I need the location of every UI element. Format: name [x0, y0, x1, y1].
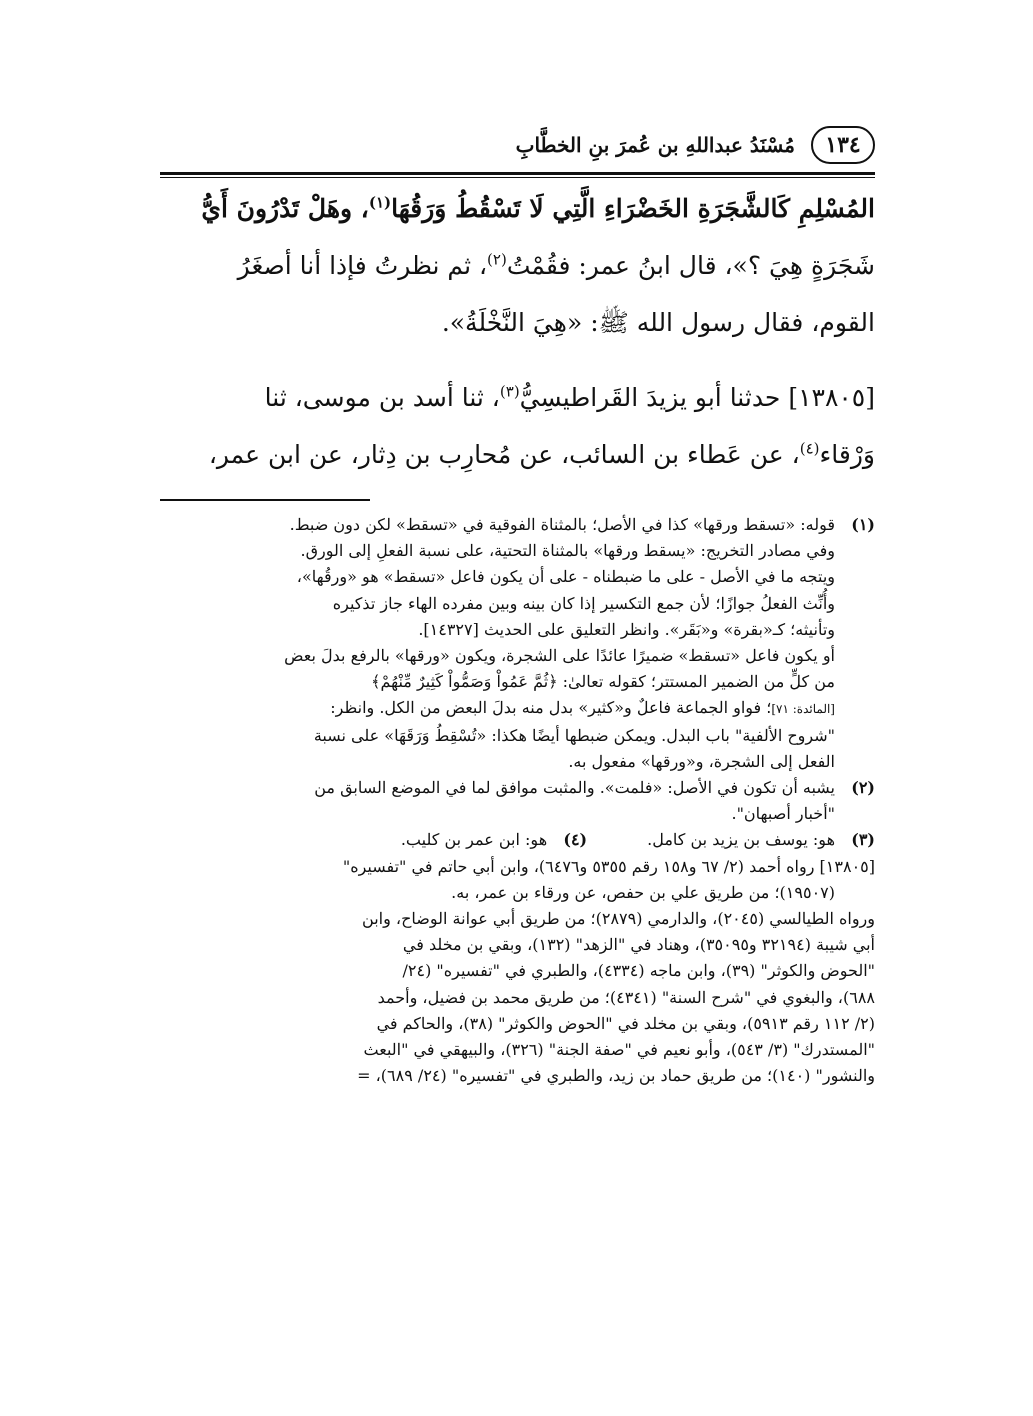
takhrij-line: ورواه الطيالسي (٢٠٤٥)، والدارمي (٢٨٧٩)؛ من طريق أبي عوانة الوضاح، وابن	[362, 909, 875, 929]
footnotes	[160, 512, 875, 1089]
footnote-line: ويتجه ما في الأصل - على ما ضبطناه - على أن يكون فاعل «تسقط» هو «ورقُها»،	[296, 567, 835, 587]
footnote-separator	[160, 499, 370, 501]
footnote-ref-2[interactable]: (٢)	[487, 250, 507, 269]
main-line-2-text-b: ، ثم نظرتُ فإذا أنا أصغَرُ	[237, 251, 488, 280]
footnote-line	[160, 695, 835, 722]
footnote-line: هو: يوسف بن يزيد بن كامل.	[647, 830, 835, 850]
hadith-number-text: [١٣٨٠٥] حدثنا أبو يزيدَ القَراطيسِيُّ	[519, 383, 875, 412]
quran-reference: [المائدة: ٧١]	[771, 702, 835, 717]
takhrij	[160, 854, 875, 1090]
takhrij-line: (١٩٥٠٧)؛ من طريق علي بن حفص، عن ورقاء بن عمر، به.	[451, 882, 835, 902]
footnote-line: وأُنِّث الفعلُ جوازًا؛ لأن جمع التكسير إذا كان بينه وبين مفرده الهاء جاز تذكيره	[332, 593, 835, 613]
main-line-1-text: المُسْلِمِ كَالشَّجَرَةِ الخَضْرَاءِ الَّتِي لَا تَسْقُطُ وَرَقُهَا	[391, 194, 875, 223]
main-line-5-text-b: ، عن عَطاء بن السائب، عن مُحارِب بن دِثار، عن ابن عمر،	[208, 440, 800, 469]
footnote-line: يشبه أن تكون في الأصل: «فلمت». والمثبت موافق لما في الموضع السابق من	[314, 778, 835, 798]
footnote-number: (١)	[851, 515, 875, 534]
footnote-line: وفي مصادر التخريج: «يسقط ورقها» بالمثناة التحتية، على نسبة الفعلِ إلى الورق.	[300, 541, 835, 561]
page-header	[160, 120, 875, 170]
footnote-line: أو يكون فاعل «تسقط» ضميرًا عائدًا على الشجرة، ويكون «ورقها» بالرفع بدلَ بعض	[284, 646, 835, 666]
footnote-line: "شروح الألفية" باب البدل. ويمكن ضبطها أيضًا هكذا: «تُسْقِطُ وَرَقَهَا» على نسبة	[313, 725, 835, 745]
main-line-5	[160, 426, 875, 483]
running-title: مُسْنَدُ عبداللهِ بن عُمرَ بنِ الخطَّابِ	[515, 133, 795, 157]
footnote-line-text: ؛ فواو الجماعة فاعلٌ و«كثير» بدل منه بدلَ البعض من الكل. وانظر:	[330, 698, 772, 718]
footnote-ref-1[interactable]: (١)	[368, 193, 392, 212]
takhrij-line: ٦٨٨)، والبغوي في "شرح السنة" (٤٣٤١)؛ من طريق محمد بن فضيل، وأحمد	[377, 987, 875, 1007]
footnote-1	[160, 512, 875, 775]
takhrij-line: (٢/ ١١٢ رقم ٥٩١٣)، وبقي بن مخلد في "الحوض والكوثر" (٣٨)، والحاكم في	[376, 1013, 875, 1033]
takhrij-line: "الحوض والكوثر" (٣٩)، وابن ماجه (٤٣٣٤)، والطبري في "تفسيره" (٢٤/	[402, 961, 875, 981]
takhrij-line: والنشور" (١٤٠)؛ من طريق حماد بن زيد، والطبري في "تفسيره" (٢٤/ ٦٨٩)، =	[357, 1066, 875, 1086]
footnote-number: (٢)	[851, 778, 875, 798]
main-line-2-text: شَجَرَةٍ هِيَ ؟»، قال ابنُ عمر: فقُمْتُ	[506, 251, 875, 280]
main-text	[160, 180, 875, 483]
header-rule	[160, 172, 875, 178]
page-number: ١٣٤	[811, 126, 875, 164]
main-line-1-text-b: ، وهَلْ تَدْرُونَ أَيُّ	[201, 194, 369, 223]
main-line-1	[160, 180, 875, 237]
footnote-line: الفعل إلى الشجرة، و«ورقها» مفعول به.	[568, 751, 835, 771]
footnote-line: من كلٍّ من الضمير المستتر؛ كقوله تعالىٰ: ﴿ثُمَّ عَمُواْ وَصَمُّواْ كَثِيرٌ مِّنْهُمْ﴾	[371, 672, 835, 692]
main-line-2	[160, 237, 875, 294]
footnote-3	[647, 827, 875, 853]
footnote-line: وتأنيثه؛ كـ«بقرة» و«بَقَر». وانظر التعليق على الحديث [١٤٣٢٧].	[418, 619, 835, 639]
footnote-2	[160, 775, 875, 827]
takhrij-line: [١٣٨٠٥] رواه أحمد (٢/ ٦٧ و١٥٨ رقم ٥٣٥٥ و٦٤٧٦)، وابن أبي حاتم في "تفسيره"	[342, 856, 875, 876]
footnote-4	[401, 827, 587, 853]
footnote-ref-3[interactable]: (٣)	[499, 382, 520, 401]
footnote-line: "أخبار أصبهان".	[731, 804, 835, 824]
main-line-5-text: وَرْقاء	[819, 440, 875, 469]
takhrij-line: "المستدرك" (٣/ ٥٤٣)، وأبو نعيم في "صفة الجنة" (٣٢٦)، والبيهقي في "البعث	[363, 1040, 875, 1060]
footnote-line: قوله: «تسقط ورقها» كذا في الأصل؛ بالمثناة الفوقية في «تسقط» لكن دون ضبط.	[289, 515, 835, 534]
footnote-line: هو: ابن عمر بن كليب.	[400, 830, 548, 850]
footnote-3-4	[160, 827, 875, 853]
footnote-ref-4[interactable]: (٤)	[799, 439, 820, 458]
main-line-4	[160, 369, 875, 426]
takhrij-line: أبي شيبة (٣٢١٩٤ و٣٥٠٩٥)، وهناد في "الزهد" (١٣٢)، وبقي بن مخلد في	[402, 935, 875, 955]
main-line-4-text-b: ، ثنا أسد بن موسى، ثنا	[264, 383, 500, 412]
footnote-number: (٣)	[851, 830, 875, 850]
footnote-number: (٤)	[563, 830, 588, 850]
main-line-3: القوم، فقال رسول الله ﷺ: «هِيَ النَّخْلَةُ».	[441, 308, 875, 337]
